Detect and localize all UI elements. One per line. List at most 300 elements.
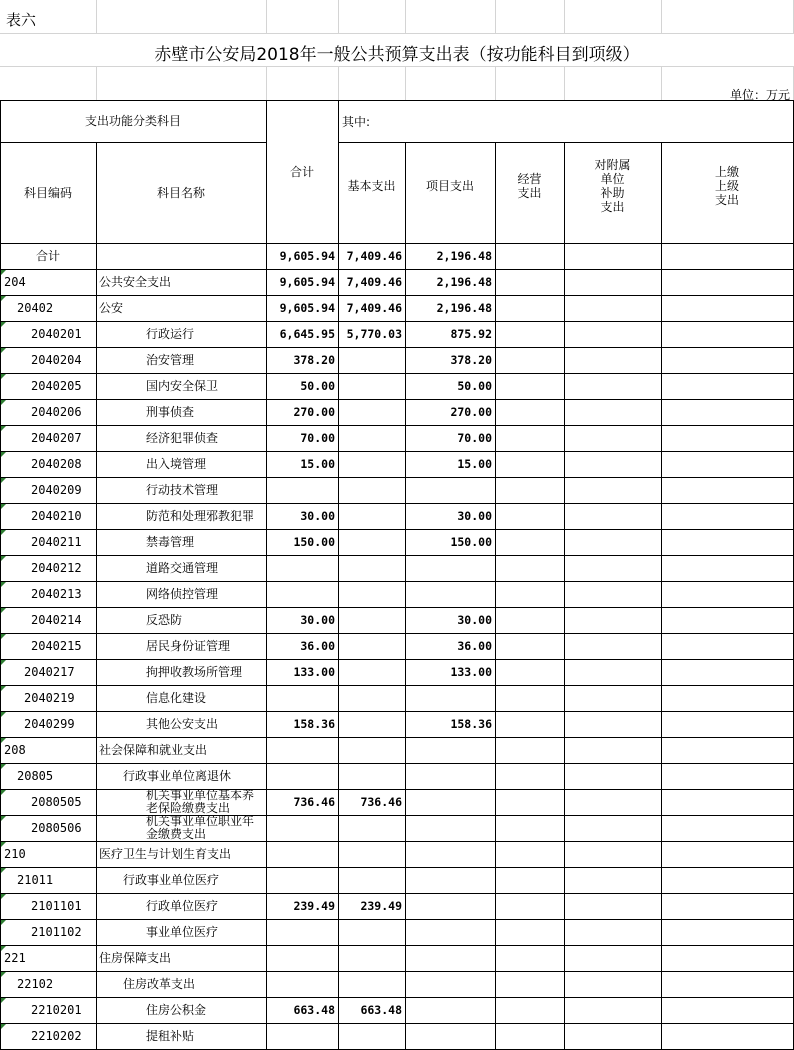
error-flag-icon bbox=[1, 712, 6, 717]
border-line bbox=[495, 971, 496, 997]
border-line bbox=[266, 581, 267, 607]
border-line bbox=[338, 555, 339, 581]
cell-code[interactable]: 2101101 bbox=[31, 899, 82, 913]
cell-total[interactable]: 736.46 bbox=[293, 795, 335, 809]
cell-name[interactable]: 网络侦控管理 bbox=[146, 587, 219, 601]
cell-total[interactable]: 70.00 bbox=[300, 431, 335, 445]
cell-name[interactable]: 道路交通管理 bbox=[146, 561, 219, 575]
header-subsidy-expense[interactable] bbox=[564, 158, 661, 214]
error-flag-icon bbox=[1, 374, 6, 379]
header-text-line: 经营 bbox=[517, 171, 542, 186]
cell-basic[interactable]: 7,409.46 bbox=[346, 249, 402, 263]
grid-line bbox=[266, 0, 267, 33]
cell-name[interactable]: 行政事业单位离退休 bbox=[123, 769, 232, 783]
border-line bbox=[564, 1023, 565, 1049]
border-line bbox=[495, 841, 496, 867]
header-subject-group[interactable] bbox=[0, 114, 266, 128]
header-of-which[interactable]: 其中: bbox=[342, 115, 371, 129]
border-line bbox=[96, 945, 97, 971]
border-line bbox=[495, 321, 496, 347]
border-line bbox=[405, 945, 406, 971]
cell-project[interactable]: 378.20 bbox=[450, 353, 492, 367]
error-flag-icon bbox=[1, 894, 6, 899]
cell-code[interactable]: 2040209 bbox=[31, 483, 82, 497]
border-line bbox=[0, 529, 794, 530]
cell-project[interactable]: 30.00 bbox=[457, 613, 492, 627]
cell-name[interactable]: 反恐防 bbox=[146, 613, 183, 627]
cell-code[interactable]: 2040207 bbox=[31, 431, 82, 445]
cell-total[interactable]: 15.00 bbox=[300, 457, 335, 471]
border-line bbox=[564, 945, 565, 971]
grid-line bbox=[405, 66, 406, 100]
error-flag-icon bbox=[1, 478, 6, 483]
border-line bbox=[495, 347, 496, 373]
cell-project[interactable]: 875.92 bbox=[450, 327, 492, 341]
cell-basic[interactable]: 663.48 bbox=[360, 1003, 402, 1017]
cell-project[interactable]: 2,196.48 bbox=[436, 275, 492, 289]
border-line bbox=[96, 633, 97, 659]
cell-name[interactable]: 行政事业单位医疗 bbox=[123, 873, 220, 887]
border-line bbox=[338, 100, 339, 243]
border-line bbox=[405, 737, 406, 763]
border-line bbox=[0, 893, 794, 894]
border-line bbox=[661, 347, 662, 373]
error-flag-icon bbox=[1, 504, 6, 509]
border-line bbox=[96, 581, 97, 607]
cell-name[interactable]: 行动技术管理 bbox=[146, 483, 219, 497]
border-line bbox=[338, 633, 339, 659]
border-line bbox=[564, 737, 565, 763]
error-flag-icon bbox=[1, 660, 6, 665]
cell-project[interactable]: 2,196.48 bbox=[436, 249, 492, 263]
grid-line bbox=[0, 33, 794, 34]
border-line bbox=[266, 971, 267, 997]
cell-project[interactable]: 270.00 bbox=[450, 405, 492, 419]
border-line bbox=[338, 142, 794, 143]
border-line bbox=[661, 243, 662, 269]
border-line bbox=[405, 477, 406, 503]
border-line bbox=[661, 789, 662, 815]
border-line bbox=[564, 711, 565, 737]
cell-code[interactable]: 208 bbox=[4, 743, 26, 757]
border-line bbox=[0, 555, 794, 556]
border-line bbox=[0, 451, 794, 452]
page-title[interactable]: 赤壁市公安局2018年一般公共预算支出表（按功能科目到项级） bbox=[154, 45, 640, 65]
border-line bbox=[495, 399, 496, 425]
header-text-line: 基本支出 bbox=[347, 178, 396, 193]
border-line bbox=[266, 555, 267, 581]
border-line bbox=[96, 269, 97, 295]
border-line bbox=[405, 763, 406, 789]
border-line bbox=[564, 269, 565, 295]
header-text-line: 对附属 bbox=[594, 157, 631, 172]
border-line bbox=[564, 529, 565, 555]
border-line bbox=[495, 685, 496, 711]
cell-total[interactable]: 36.00 bbox=[300, 639, 335, 653]
border-line bbox=[495, 425, 496, 451]
cell-code[interactable]: 合计 bbox=[36, 249, 61, 263]
border-line bbox=[405, 815, 406, 841]
border-line bbox=[405, 555, 406, 581]
border-line bbox=[338, 503, 339, 529]
cell-total[interactable]: 9,605.94 bbox=[279, 301, 335, 315]
border-line bbox=[0, 142, 266, 143]
cell-code[interactable]: 2040217 bbox=[24, 665, 75, 679]
border-line bbox=[0, 685, 794, 686]
cell-code[interactable]: 2101102 bbox=[31, 925, 82, 939]
border-line bbox=[266, 1023, 267, 1049]
cell-code[interactable]: 2040210 bbox=[31, 509, 82, 523]
cell-total[interactable]: 239.49 bbox=[293, 899, 335, 913]
cell-code[interactable]: 2040208 bbox=[31, 457, 82, 471]
cell-total[interactable]: 378.20 bbox=[293, 353, 335, 367]
border-line bbox=[405, 919, 406, 945]
cell-name[interactable]: 住房改革支出 bbox=[123, 977, 196, 991]
cell-project[interactable]: 50.00 bbox=[457, 379, 492, 393]
cell-code[interactable]: 2040204 bbox=[31, 353, 82, 367]
cell-name[interactable]: 医疗卫生与计划生育支出 bbox=[99, 847, 232, 861]
cell-name[interactable]: 经济犯罪侦查 bbox=[146, 431, 219, 445]
error-flag-icon bbox=[1, 296, 6, 301]
border-line bbox=[495, 815, 496, 841]
grid-line bbox=[338, 0, 339, 33]
cell-total[interactable]: 663.48 bbox=[293, 1003, 335, 1017]
cell-total[interactable]: 150.00 bbox=[293, 535, 335, 549]
border-line bbox=[564, 763, 565, 789]
cell-code[interactable]: 2040206 bbox=[31, 405, 82, 419]
border-line bbox=[0, 581, 794, 582]
header-project-expense[interactable] bbox=[405, 179, 495, 193]
border-line bbox=[661, 971, 662, 997]
border-line bbox=[338, 581, 339, 607]
border-line bbox=[661, 425, 662, 451]
cell-code[interactable]: 2040214 bbox=[31, 613, 82, 627]
border-line bbox=[96, 555, 97, 581]
cell-name[interactable]: 公共安全支出 bbox=[99, 275, 172, 289]
border-line bbox=[661, 295, 662, 321]
border-line bbox=[96, 789, 97, 815]
border-line bbox=[338, 737, 339, 763]
cell-name[interactable]: 国内安全保卫 bbox=[146, 379, 219, 393]
cell-name[interactable]: 信息化建设 bbox=[146, 691, 207, 705]
border-line bbox=[0, 659, 794, 660]
border-line bbox=[96, 763, 97, 789]
border-line bbox=[661, 269, 662, 295]
border-line bbox=[0, 373, 794, 374]
border-line bbox=[96, 373, 97, 399]
cell-code[interactable]: 22102 bbox=[17, 977, 54, 991]
header-operating-expense[interactable] bbox=[495, 172, 564, 200]
cell-name[interactable]: 其他公安支出 bbox=[146, 717, 219, 731]
border-line bbox=[96, 867, 97, 893]
cell-name[interactable]: 行政运行 bbox=[146, 327, 195, 341]
border-line bbox=[96, 659, 97, 685]
cell-project[interactable]: 133.00 bbox=[450, 665, 492, 679]
error-flag-icon bbox=[1, 582, 6, 587]
cell-name[interactable]: 社会保障和就业支出 bbox=[99, 743, 208, 757]
border-line bbox=[495, 737, 496, 763]
border-line bbox=[661, 581, 662, 607]
border-line bbox=[495, 867, 496, 893]
border-line bbox=[405, 893, 406, 919]
border-line bbox=[495, 633, 496, 659]
border-line bbox=[338, 451, 339, 477]
border-line bbox=[564, 347, 565, 373]
cell-total[interactable]: 158.36 bbox=[293, 717, 335, 731]
cell-code[interactable]: 21011 bbox=[17, 873, 54, 887]
border-line bbox=[564, 243, 565, 269]
border-line bbox=[405, 142, 406, 243]
error-flag-icon bbox=[1, 400, 6, 405]
error-flag-icon bbox=[1, 530, 6, 535]
border-line bbox=[661, 451, 662, 477]
border-line bbox=[495, 477, 496, 503]
cell-project[interactable]: 158.36 bbox=[450, 717, 492, 731]
border-line bbox=[564, 321, 565, 347]
cell-name[interactable] bbox=[146, 815, 254, 840]
cell-name[interactable] bbox=[146, 789, 254, 814]
grid-line bbox=[405, 0, 406, 33]
cell-name[interactable]: 居民身份证管理 bbox=[146, 639, 231, 653]
grid-line bbox=[564, 66, 565, 100]
border-line bbox=[661, 321, 662, 347]
header-text-line: 上缴 bbox=[714, 164, 739, 179]
border-line bbox=[338, 711, 339, 737]
cell-code[interactable]: 2210202 bbox=[31, 1029, 82, 1043]
cell-total[interactable]: 9,605.94 bbox=[279, 275, 335, 289]
header-subject-code[interactable] bbox=[0, 186, 96, 200]
header-text-line: 支出功能分类科目 bbox=[84, 114, 181, 128]
border-line bbox=[0, 789, 794, 790]
border-line bbox=[338, 399, 339, 425]
border-line bbox=[495, 997, 496, 1023]
border-line bbox=[564, 659, 565, 685]
error-flag-icon bbox=[1, 686, 6, 691]
border-line bbox=[405, 841, 406, 867]
grid-line bbox=[564, 0, 565, 33]
border-line bbox=[661, 633, 662, 659]
error-flag-icon bbox=[1, 634, 6, 639]
border-line bbox=[564, 477, 565, 503]
border-line bbox=[564, 867, 565, 893]
border-line bbox=[564, 841, 565, 867]
error-flag-icon bbox=[1, 972, 6, 977]
cell-project[interactable]: 36.00 bbox=[457, 639, 492, 653]
border-line bbox=[564, 815, 565, 841]
cell-name[interactable]: 公安 bbox=[99, 301, 124, 315]
border-line bbox=[661, 555, 662, 581]
cell-basic[interactable]: 7,409.46 bbox=[346, 275, 402, 289]
border-line bbox=[0, 503, 794, 504]
error-flag-icon bbox=[1, 322, 6, 327]
border-line bbox=[0, 815, 794, 816]
border-line bbox=[661, 659, 662, 685]
unit-label[interactable]: 单位：万元 bbox=[729, 88, 790, 102]
border-line bbox=[338, 1023, 339, 1049]
cell-total[interactable]: 30.00 bbox=[300, 613, 335, 627]
cell-name-line: 机关事业单位职业年 bbox=[146, 815, 255, 828]
grid-line bbox=[266, 66, 267, 100]
border-line bbox=[405, 685, 406, 711]
border-line bbox=[661, 607, 662, 633]
border-line bbox=[0, 243, 794, 244]
grid-line bbox=[0, 66, 794, 67]
cell-name-line: 老保险缴费支出 bbox=[146, 801, 231, 814]
cell-project[interactable]: 15.00 bbox=[457, 457, 492, 471]
border-line bbox=[266, 945, 267, 971]
error-flag-icon bbox=[1, 556, 6, 561]
cell-name[interactable]: 住房公积金 bbox=[146, 1003, 207, 1017]
cell-code[interactable]: 210 bbox=[4, 847, 26, 861]
border-line bbox=[405, 867, 406, 893]
cell-code[interactable]: 2080505 bbox=[31, 795, 82, 809]
border-line bbox=[338, 373, 339, 399]
error-flag-icon bbox=[1, 1024, 6, 1029]
cell-total[interactable]: 270.00 bbox=[293, 405, 335, 419]
header-text-line: 支出 bbox=[600, 199, 625, 214]
cell-code[interactable]: 2040211 bbox=[31, 535, 82, 549]
border-line bbox=[661, 737, 662, 763]
border-line bbox=[661, 997, 662, 1023]
cell-code[interactable]: 20805 bbox=[17, 769, 54, 783]
border-line bbox=[495, 659, 496, 685]
border-line bbox=[0, 607, 794, 608]
border-line bbox=[0, 100, 794, 101]
border-line bbox=[0, 347, 794, 348]
cell-name[interactable]: 治安管理 bbox=[146, 353, 195, 367]
border-line bbox=[495, 581, 496, 607]
border-line bbox=[661, 399, 662, 425]
border-line bbox=[564, 373, 565, 399]
border-line bbox=[266, 841, 267, 867]
border-line bbox=[338, 425, 339, 451]
cell-name[interactable]: 提租补贴 bbox=[146, 1029, 195, 1043]
cell-basic[interactable]: 736.46 bbox=[360, 795, 402, 809]
error-flag-icon bbox=[1, 790, 6, 795]
cell-project[interactable]: 30.00 bbox=[457, 509, 492, 523]
cell-code[interactable]: 2040215 bbox=[31, 639, 82, 653]
error-flag-icon bbox=[1, 426, 6, 431]
border-line bbox=[0, 763, 794, 764]
error-flag-icon bbox=[1, 348, 6, 353]
border-line bbox=[338, 659, 339, 685]
border-line bbox=[0, 477, 794, 478]
border-line bbox=[564, 607, 565, 633]
border-line bbox=[564, 503, 565, 529]
cell-basic[interactable]: 5,770.03 bbox=[346, 327, 402, 341]
cell-project[interactable]: 2,196.48 bbox=[436, 301, 492, 315]
header-text-line: 项目支出 bbox=[425, 178, 474, 193]
border-line bbox=[405, 971, 406, 997]
header-remit-expense[interactable] bbox=[661, 165, 793, 207]
cell-code[interactable]: 2040205 bbox=[31, 379, 82, 393]
cell-name[interactable]: 出入境管理 bbox=[146, 457, 207, 471]
error-flag-icon bbox=[1, 452, 6, 457]
border-line bbox=[96, 711, 97, 737]
border-line bbox=[661, 945, 662, 971]
cell-project[interactable]: 150.00 bbox=[450, 535, 492, 549]
border-line bbox=[405, 1023, 406, 1049]
border-line bbox=[564, 399, 565, 425]
cell-basic[interactable]: 239.49 bbox=[360, 899, 402, 913]
cell-code[interactable]: 2040212 bbox=[31, 561, 82, 575]
border-line bbox=[495, 243, 496, 269]
cell-total[interactable]: 133.00 bbox=[293, 665, 335, 679]
cell-name[interactable]: 禁毒管理 bbox=[146, 535, 195, 549]
cell-code[interactable]: 2040201 bbox=[31, 327, 82, 341]
header-text-line: 支出 bbox=[517, 185, 542, 200]
border-line bbox=[0, 633, 794, 634]
border-line bbox=[495, 451, 496, 477]
cell-total[interactable]: 6,645.95 bbox=[279, 327, 335, 341]
cell-total[interactable]: 9,605.94 bbox=[279, 249, 335, 263]
cell-name[interactable]: 行政单位医疗 bbox=[146, 899, 219, 913]
border-line bbox=[96, 607, 97, 633]
cell-code[interactable]: 2210201 bbox=[31, 1003, 82, 1017]
cell-total[interactable]: 50.00 bbox=[300, 379, 335, 393]
border-line bbox=[564, 997, 565, 1023]
cell-basic[interactable]: 7,409.46 bbox=[346, 301, 402, 315]
border-line bbox=[0, 321, 794, 322]
error-flag-icon bbox=[1, 608, 6, 613]
border-line bbox=[266, 815, 267, 841]
cell-code[interactable]: 2040299 bbox=[24, 717, 75, 731]
header-text-line: 合计 bbox=[289, 164, 314, 179]
border-line bbox=[96, 321, 97, 347]
border-line bbox=[405, 997, 406, 1023]
header-text-line: 上级 bbox=[714, 178, 739, 193]
border-line bbox=[96, 347, 97, 373]
cell-name[interactable]: 防范和处理邪教犯罪 bbox=[146, 509, 255, 523]
border-line bbox=[266, 737, 267, 763]
cell-name[interactable]: 拘押收教场所管理 bbox=[146, 665, 243, 679]
cell-code[interactable]: 221 bbox=[4, 951, 26, 965]
cell-code[interactable]: 2080506 bbox=[31, 821, 82, 835]
header-subject-name[interactable] bbox=[96, 186, 266, 200]
header-basic-expense[interactable] bbox=[338, 179, 405, 193]
border-line bbox=[96, 893, 97, 919]
border-line bbox=[564, 581, 565, 607]
border-line bbox=[266, 919, 267, 945]
cell-project[interactable]: 70.00 bbox=[457, 431, 492, 445]
cell-code[interactable]: 2040219 bbox=[24, 691, 75, 705]
grid-line bbox=[661, 0, 662, 33]
cell-name[interactable]: 事业单位医疗 bbox=[146, 925, 219, 939]
border-line bbox=[0, 711, 794, 712]
border-line bbox=[96, 425, 97, 451]
cell-name[interactable]: 刑事侦查 bbox=[146, 405, 195, 419]
border-line bbox=[0, 997, 794, 998]
border-line bbox=[0, 425, 794, 426]
cell-total[interactable]: 30.00 bbox=[300, 509, 335, 523]
border-line bbox=[564, 633, 565, 659]
border-line bbox=[495, 503, 496, 529]
border-line bbox=[495, 607, 496, 633]
border-line bbox=[661, 763, 662, 789]
grid-line bbox=[495, 66, 496, 100]
table-number[interactable]: 表六 bbox=[6, 11, 37, 29]
border-line bbox=[338, 971, 339, 997]
cell-code[interactable]: 20402 bbox=[17, 301, 54, 315]
cell-code[interactable]: 2040213 bbox=[31, 587, 82, 601]
error-flag-icon bbox=[1, 868, 6, 873]
cell-code[interactable]: 204 bbox=[4, 275, 26, 289]
cell-name[interactable]: 住房保障支出 bbox=[99, 951, 172, 965]
border-line bbox=[96, 685, 97, 711]
border-line bbox=[661, 893, 662, 919]
header-total[interactable] bbox=[266, 165, 338, 179]
border-line bbox=[338, 477, 339, 503]
